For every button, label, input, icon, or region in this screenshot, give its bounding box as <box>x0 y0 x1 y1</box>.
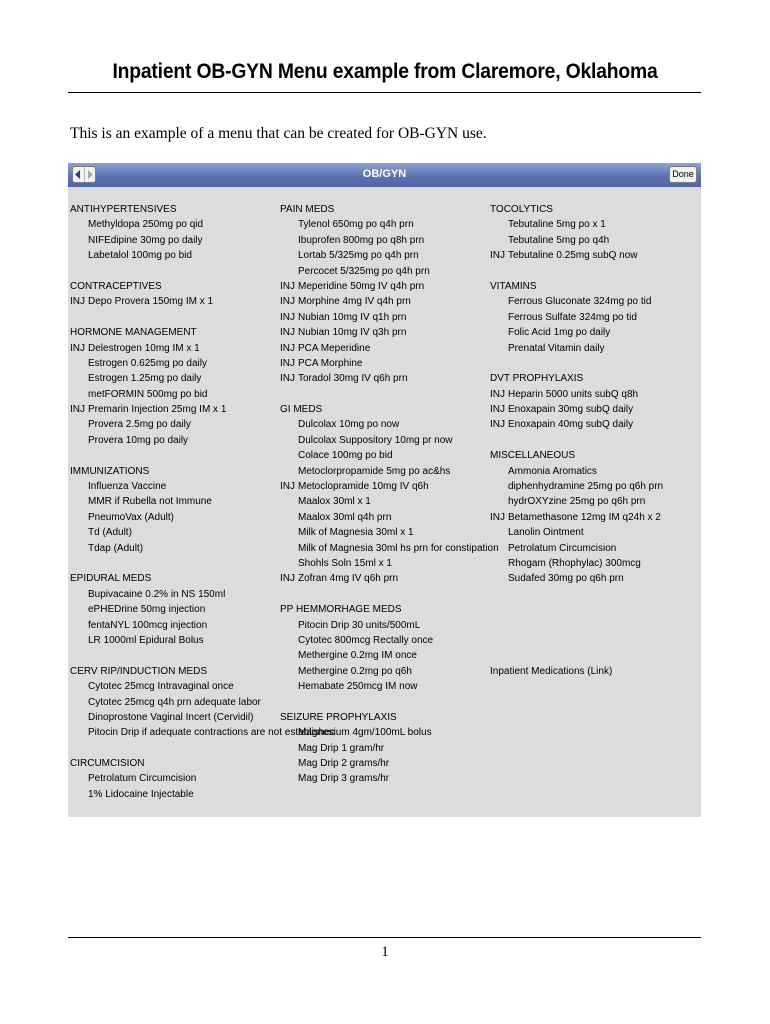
spacer <box>490 356 698 371</box>
menu-item[interactable] <box>70 510 278 525</box>
menu-item[interactable] <box>490 417 698 432</box>
section-heading-epidural-meds: EPIDURAL MEDS <box>70 573 152 585</box>
menu-item-label: Mag Drip 3 grams/hr <box>298 773 390 785</box>
menu-item[interactable] <box>70 695 278 710</box>
page-number: 1 <box>381 944 389 960</box>
menu-item-label: hydrOXYzine 25mg po q6h prn <box>508 496 646 508</box>
menu-link-inpatient-medications-link[interactable]: Inpatient Medications (Link) <box>490 665 613 677</box>
menu-item[interactable] <box>70 233 278 248</box>
intro-text: This is an example of a menu that can be created for OB-GYN use. <box>70 125 487 142</box>
menu-item[interactable] <box>280 310 488 325</box>
route-prefix: INJ <box>280 481 295 493</box>
spacer <box>280 587 488 602</box>
menu-item-label: Metoclorpropamide 5mg po ac&hs <box>298 465 451 477</box>
menu-item[interactable] <box>490 571 698 586</box>
menu-item-label: diphenhydramine 25mg po q6h prn <box>508 481 664 493</box>
menu-item-label: Maalox 30ml q4h prn <box>298 511 392 523</box>
menu-item-label: Lanolin Ointment <box>508 527 584 539</box>
menu-item-label: Milk of Magnesia 30ml x 1 <box>298 527 414 539</box>
menu-item[interactable] <box>280 725 488 740</box>
menu-item-label: Nubian 10mg IV q3h prn <box>298 327 407 339</box>
menu-item-label: Colace 100mg po bid <box>298 450 393 462</box>
menu-item[interactable] <box>70 679 278 694</box>
menu-item[interactable] <box>70 633 278 648</box>
route-prefix: INJ <box>280 327 295 339</box>
menu-item[interactable] <box>490 541 698 556</box>
section-heading-seizure-prophylaxis: SEIZURE PROPHYLAXIS <box>280 711 397 723</box>
menu-item-label: Metoclopramide 10mg IV q6h <box>298 481 429 493</box>
menu-item[interactable] <box>70 248 278 263</box>
menu-item[interactable] <box>280 325 488 340</box>
menu-item[interactable] <box>280 464 488 479</box>
menu-item[interactable] <box>490 402 698 417</box>
menu-item[interactable] <box>70 541 278 556</box>
panel-titlebar <box>68 163 701 187</box>
menu-item-label: Shohls Soln 15ml x 1 <box>298 557 392 569</box>
menu-item[interactable] <box>280 510 488 525</box>
menu-item-label: Enoxapain 40mg subQ daily <box>508 419 634 431</box>
menu-item-label: Dulcolax 10mg po now <box>298 419 400 431</box>
menu-item-label: Methergine 0.2mg po q6h <box>298 665 412 677</box>
menu-item-label: ePHEDrine 50mg injection <box>88 604 206 616</box>
menu-item-label: LR 1000ml Epidural Bolus <box>88 634 204 646</box>
spacer <box>490 602 698 617</box>
menu-item-label: Tebutaline 5mg po x 1 <box>508 219 606 231</box>
spacer <box>490 633 698 648</box>
menu-item[interactable] <box>280 556 488 571</box>
menu-item[interactable] <box>280 494 488 509</box>
menu-item[interactable] <box>490 217 698 232</box>
menu-item-label: fentaNYL 100mcg injection <box>88 619 208 631</box>
menu-item-label: Pitocin Drip 30 units/500mL <box>298 619 421 631</box>
spacer <box>70 264 278 279</box>
menu-item-label: Toradol 30mg IV q6h prn <box>298 373 408 385</box>
menu-column-2 <box>280 202 499 787</box>
route-prefix: INJ <box>490 388 505 400</box>
menu-item-label: Meperidine 50mg IV q4h prn <box>298 280 425 292</box>
menu-item[interactable] <box>280 664 488 679</box>
menu-item-label: Petrolatum Circumcision <box>88 773 197 785</box>
section-heading-antihypertensives: ANTIHYPERTENSIVES <box>70 204 177 215</box>
menu-item[interactable] <box>280 756 488 771</box>
menu-item[interactable] <box>70 710 278 725</box>
menu-item-label: MMR if Rubella not Immune <box>88 496 212 508</box>
section-heading-gi-meds: GI MEDS <box>280 404 323 416</box>
spacer <box>70 648 278 663</box>
menu-item[interactable] <box>280 448 488 463</box>
menu-item-label: Cytotec 25mcg q4h prn adequate labor <box>88 696 261 708</box>
menu-item-label: Cytotec 800mcg Rectally once <box>298 634 434 646</box>
menu-item[interactable] <box>280 233 488 248</box>
menu-item[interactable] <box>280 294 488 309</box>
menu-item[interactable] <box>70 587 278 602</box>
menu-item[interactable] <box>280 679 488 694</box>
menu-item[interactable] <box>280 279 488 294</box>
menu-item[interactable] <box>280 648 488 663</box>
menu-column-3 <box>490 202 698 679</box>
menu-item[interactable] <box>490 233 698 248</box>
menu-item-label: Tebutaline 0.25mg subQ now <box>508 250 638 262</box>
menu-item-label: Td (Adult) <box>88 527 132 539</box>
done-button[interactable]: Done <box>669 166 697 183</box>
spacer <box>70 556 278 571</box>
menu-item-label: Lortab 5/325mg po q4h prn <box>298 250 419 262</box>
route-prefix: INJ <box>490 511 505 523</box>
menu-item[interactable] <box>490 310 698 325</box>
menu-item[interactable] <box>70 771 278 786</box>
menu-item[interactable] <box>280 741 488 756</box>
spacer <box>490 433 698 448</box>
menu-item[interactable] <box>280 341 488 356</box>
menu-item[interactable] <box>490 556 698 571</box>
route-prefix: INJ <box>280 373 295 385</box>
menu-item[interactable] <box>70 371 278 386</box>
menu-item-label: Petrolatum Circumcision <box>508 542 617 554</box>
menu-item-label: Folic Acid 1mg po daily <box>508 327 611 339</box>
menu-item[interactable] <box>70 356 278 371</box>
menu-item-label: Provera 2.5mg po daily <box>88 419 191 431</box>
menu-item-label: Labetalol 100mg po bid <box>88 250 192 262</box>
route-prefix: INJ <box>490 404 505 416</box>
menu-item-label: Betamethasone 12mg IM q24h x 2 <box>508 511 661 523</box>
menu-item-label: Methyldopa 250mg po qid <box>88 219 204 231</box>
section-heading-pain-meds: PAIN MEDS <box>280 204 335 215</box>
menu-item-label: Milk of Magnesia 30ml hs prn for constipation <box>298 542 499 554</box>
section-heading-cerv-rip-induction-meds: CERV RIP/INDUCTION MEDS <box>70 665 208 677</box>
menu-item-label: Dulcolax Suppository 10mg pr now <box>298 434 453 446</box>
menu-item-label: Bupivacaine 0.2% in NS 150ml <box>88 588 226 600</box>
menu-item[interactable] <box>280 618 488 633</box>
spacer <box>70 741 278 756</box>
menu-item-label: Methergine 0.2mg IM once <box>298 650 417 662</box>
menu-item-label: Zofran 4mg IV q6h prn <box>298 573 399 585</box>
menu-item-label: Ferrous Sulfate 324mg po tid <box>508 311 637 323</box>
menu-item-label: Nubian 10mg IV q1h prn <box>298 311 407 323</box>
menu-item-label: Hemabate 250mcg IM now <box>298 681 418 693</box>
menu-item[interactable] <box>490 464 698 479</box>
menu-item-label: PCA Morphine <box>298 357 363 369</box>
spacer <box>280 387 488 402</box>
menu-item-label: 1% Lidocaine Injectable <box>88 788 194 800</box>
menu-item[interactable] <box>490 479 698 494</box>
menu-item[interactable] <box>70 525 278 540</box>
spacer <box>490 587 698 602</box>
menu-item-label: Premarin Injection 25mg IM x 1 <box>88 404 227 416</box>
route-prefix: INJ <box>70 342 85 354</box>
menu-item-label: Morphine 4mg IV q4h prn <box>298 296 411 308</box>
menu-item-label: Ammonia Aromatics <box>508 465 597 477</box>
menu-item-label: PCA Meperidine <box>298 342 371 354</box>
menu-item-label: Influenza Vaccine <box>88 481 167 493</box>
menu-item-label: Prenatal Vitamin daily <box>508 342 605 354</box>
menu-item[interactable] <box>70 725 335 740</box>
route-prefix: INJ <box>280 280 295 292</box>
menu-item[interactable] <box>70 341 278 356</box>
menu-item[interactable] <box>70 417 278 432</box>
menu-item-label: Depo Provera 150mg IM x 1 <box>88 296 214 308</box>
route-prefix: INJ <box>490 250 505 262</box>
menu-item-label: Dinoprostone Vaginal Incert (Cervidil) <box>88 711 254 723</box>
menu-item-label: Maalox 30ml x 1 <box>298 496 371 508</box>
menu-item[interactable] <box>280 264 488 279</box>
menu-item[interactable] <box>280 356 488 371</box>
section-heading-tocolytics: TOCOLYTICS <box>490 204 553 215</box>
section-heading-miscellaneous: MISCELLANEOUS <box>490 450 576 462</box>
menu-item[interactable] <box>70 217 278 232</box>
menu-item-label: Ferrous Gluconate 324mg po tid <box>508 296 652 308</box>
section-heading-contraceptives: CONTRACEPTIVES <box>70 280 162 292</box>
route-prefix: INJ <box>280 342 295 354</box>
section-heading-hormone-management: HORMONE MANAGEMENT <box>70 327 197 339</box>
menu-item-label: Sudafed 30mg po q6h prn <box>508 573 624 585</box>
section-heading-vitamins: VITAMINS <box>490 280 537 292</box>
menu-item[interactable] <box>70 618 278 633</box>
menu-item[interactable] <box>490 325 698 340</box>
menu-item[interactable] <box>280 525 488 540</box>
menu-item-label: PneumoVax (Adult) <box>88 511 174 523</box>
menu-item-label: Mag Drip 1 gram/hr <box>298 742 385 754</box>
route-prefix: INJ <box>280 296 295 308</box>
menu-item[interactable] <box>70 602 278 617</box>
menu-item[interactable] <box>490 341 698 356</box>
title-divider <box>68 92 701 93</box>
section-heading-immunizations: IMMUNIZATIONS <box>70 465 150 477</box>
menu-item-label: Delestrogen 10mg IM x 1 <box>88 342 200 354</box>
menu-item[interactable] <box>70 402 278 417</box>
route-prefix: INJ <box>70 296 85 308</box>
menu-item-label: Estrogen 1.25mg po daily <box>88 373 202 385</box>
spacer <box>490 648 698 663</box>
menu-item[interactable] <box>280 371 488 386</box>
menu-item-label: Cytotec 25mcg Intravaginal once <box>88 681 234 693</box>
route-prefix: INJ <box>70 404 85 416</box>
route-prefix: INJ <box>280 357 295 369</box>
menu-item[interactable] <box>70 387 278 402</box>
menu-item[interactable] <box>70 787 278 802</box>
menu-item[interactable] <box>490 525 698 540</box>
menu-item-label: Enoxapain 30mg subQ daily <box>508 404 634 416</box>
menu-item-label: Tdap (Adult) <box>88 542 144 554</box>
menu-item[interactable] <box>280 571 488 586</box>
menu-item-label: Rhogam (Rhophylac) 300mcg <box>508 557 641 569</box>
menu-item[interactable] <box>280 433 488 448</box>
page-title: Inpatient OB-GYN Menu example from Claremore, Oklahoma <box>112 60 658 83</box>
menu-item[interactable] <box>70 294 278 309</box>
menu-item[interactable] <box>490 248 698 263</box>
menu-item[interactable] <box>70 494 278 509</box>
spacer <box>490 618 698 633</box>
menu-item-label: Pitocin Drip if adequate contractions are not establishec <box>88 727 335 739</box>
menu-item-label: Ibuprofen 800mg po q8h prn <box>298 234 425 246</box>
menu-item[interactable] <box>280 541 499 556</box>
menu-item-label: Estrogen 0.625mg po daily <box>88 357 207 369</box>
menu-item-label: metFORMIN 500mg po bid <box>88 388 208 400</box>
panel-title: OB/GYN <box>362 168 407 180</box>
menu-item[interactable] <box>280 633 488 648</box>
menu-item[interactable] <box>70 479 278 494</box>
menu-item-label: Mag Drip 2 grams/hr <box>298 758 390 770</box>
section-heading-dvt-prophylaxis: DVT PROPHYLAXIS <box>490 373 584 385</box>
menu-item[interactable] <box>280 417 488 432</box>
menu-item[interactable] <box>280 771 488 786</box>
spacer <box>70 448 278 463</box>
menu-item-label: NIFEdipine 30mg po daily <box>88 234 203 246</box>
menu-item[interactable] <box>490 387 698 402</box>
menu-item[interactable] <box>280 479 488 494</box>
menu-item[interactable] <box>280 248 488 263</box>
spacer <box>490 264 698 279</box>
menu-item[interactable] <box>490 294 698 309</box>
ob-gyn-menu-panel <box>68 163 701 817</box>
route-prefix: INJ <box>280 311 295 323</box>
menu-item-label: Magnesium 4gm/100mL bolus <box>298 727 432 739</box>
menu-item[interactable] <box>70 433 278 448</box>
footer-divider <box>68 937 701 938</box>
menu-item[interactable] <box>490 494 698 509</box>
menu-item-label: Tylenol 650mg po q4h prn <box>298 219 414 231</box>
menu-item[interactable] <box>490 510 698 525</box>
menu-item-label: Heparin 5000 units subQ q8h <box>508 388 639 400</box>
section-heading-pp-hemmorhage-meds: PP HEMMORHAGE MEDS <box>280 604 402 616</box>
section-heading-circumcision: CIRCUMCISION <box>70 758 145 770</box>
menu-item-label: Tebutaline 5mg po q4h <box>508 234 610 246</box>
menu-item-label: Provera 10mg po daily <box>88 434 189 446</box>
spacer <box>70 310 278 325</box>
spacer <box>280 695 488 710</box>
menu-item[interactable] <box>280 217 488 232</box>
menu-item-label: Percocet 5/325mg po q4h prn <box>298 265 430 277</box>
route-prefix: INJ <box>490 419 505 431</box>
route-prefix: INJ <box>280 573 295 585</box>
